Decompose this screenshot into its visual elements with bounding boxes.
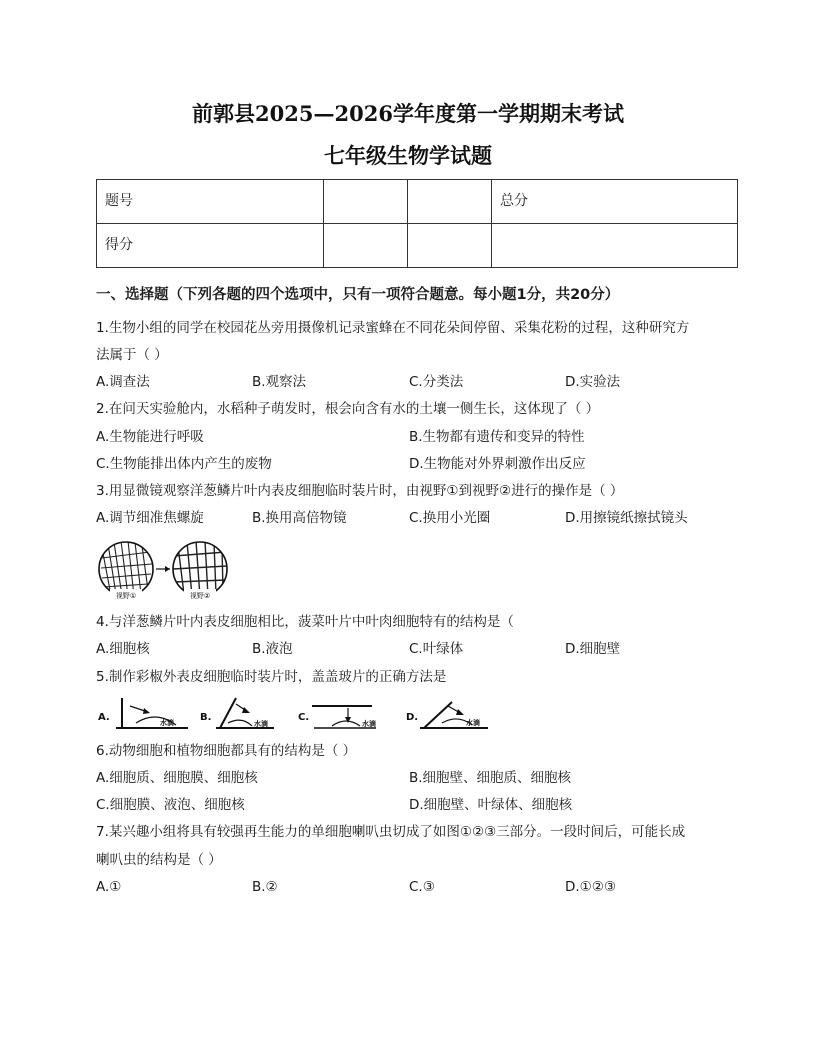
option: B.② (252, 879, 278, 895)
table-row (97, 224, 738, 268)
option-label: C. (298, 712, 310, 723)
water-drop-label: 水滴 (362, 720, 376, 728)
option-label: B. (200, 712, 212, 723)
question-stem: 7.某兴趣小组将具有较强再生能力的单细胞喇叭虫切成了如图①②③三部分。一段时间后，可能长成 (96, 824, 686, 840)
coverslip-methods-figure (96, 692, 496, 736)
question-stem: 5.制作彩椒外表皮细胞临时装片时，盖盖玻片的正确方法是 (96, 669, 447, 685)
option: A.细胞质、细胞膜、细胞核 (96, 770, 258, 786)
option: C.叶绿体 (409, 641, 464, 657)
option: D.①②③ (565, 879, 616, 895)
option: B.液泡 (252, 641, 293, 657)
question-stem: 1.生物小组的同学在校园花丛旁用摄像机记录蜜蜂在不同花朵间停留、采集花粉的过程，这种研究方 (96, 320, 690, 336)
score-table (96, 179, 738, 268)
option: D.用擦镜纸擦拭镜头 (565, 510, 688, 526)
option-label: A. (98, 712, 110, 723)
option: D.细胞壁 (565, 641, 621, 657)
option: B.细胞壁、细胞质、细胞核 (409, 770, 572, 786)
table-cell: 总分 (492, 180, 738, 224)
table-cell (408, 224, 492, 268)
field-label: 视野① (115, 592, 137, 600)
water-drop-label: 水滴 (466, 719, 480, 727)
exam-subtitle: 七年级生物学试题 (324, 143, 492, 168)
question-stem: 法属于（ ） (96, 347, 168, 363)
option-label: D. (406, 712, 419, 723)
question-stem: 3.用显微镜观察洋葱鳞片叶内表皮细胞临时装片时，由视野①到视野②进行的操作是（ ） (96, 483, 624, 499)
table-cell (408, 180, 492, 224)
option: B.生物都有遗传和变异的特性 (409, 429, 585, 445)
table-row (97, 180, 738, 224)
option: C.细胞膜、液泡、细胞核 (96, 797, 245, 813)
option: B.换用高倍物镜 (252, 510, 347, 526)
field-label: 视野② (189, 592, 211, 600)
exam-title: 前郭县2025—2026学年度第一学期期末考试 (192, 101, 624, 126)
option: A.生物能进行呼吸 (96, 429, 204, 445)
option: A.调查法 (96, 374, 150, 390)
section-heading: 一、选择题（下列各题的四个选项中，只有一项符合题意。每小题1分，共20分） (96, 287, 620, 303)
option: C.分类法 (409, 374, 464, 390)
option: B.观察法 (252, 374, 307, 390)
table-cell (492, 224, 738, 268)
question-stem: 2.在问天实验舱内，水稻种子萌发时，根会向含有水的土壤一侧生长，这体现了（ ） (96, 401, 600, 417)
question-stem: 4.与洋葱鳞片叶内表皮细胞相比，菠菜叶片中叶肉细胞特有的结构是（ (96, 614, 514, 630)
option: A.细胞核 (96, 641, 150, 657)
table-cell: 题号 (97, 180, 324, 224)
table-cell (324, 224, 408, 268)
question-stem: 喇叭虫的结构是（ ） (96, 852, 222, 868)
option: D.生物能对外界刺激作出反应 (409, 456, 586, 472)
question-stem: 6.动物细胞和植物细胞都具有的结构是（ ） (96, 743, 357, 759)
water-drop-label: 水滴 (254, 720, 268, 728)
table-cell (324, 180, 408, 224)
option: C.③ (409, 879, 435, 895)
table-cell: 得分 (97, 224, 324, 268)
microscope-fields-figure (96, 538, 236, 600)
option: C.换用小光圈 (409, 510, 491, 526)
option: D.实验法 (565, 374, 621, 390)
option: A.调节细准焦螺旋 (96, 510, 204, 526)
option: A.① (96, 879, 122, 895)
water-drop-label: 水滴 (160, 719, 174, 727)
option: C.生物能排出体内产生的废物 (96, 456, 272, 472)
option: D.细胞壁、叶绿体、细胞核 (409, 797, 573, 813)
